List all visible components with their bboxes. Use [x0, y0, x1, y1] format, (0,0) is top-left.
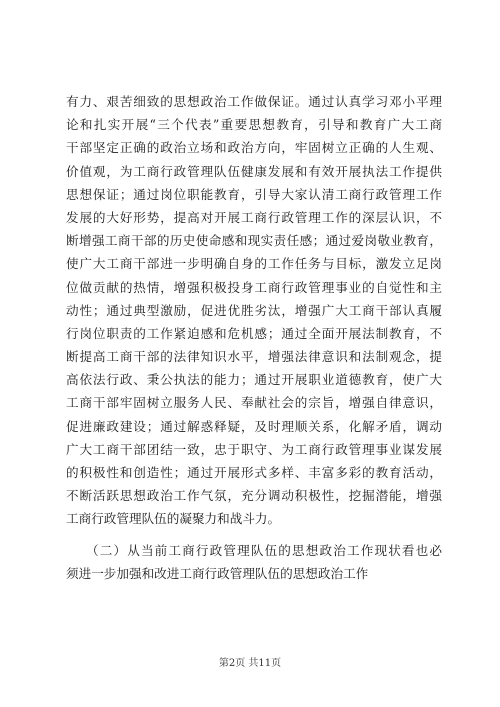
page-number-footer: 第2页 共11页: [218, 658, 282, 669]
text-line: 行岗位职责的工作紧迫感和危机感；通过全面开展法制教育，不: [66, 325, 442, 341]
text-line: 工商干部牢固树立服务人民、奉献社会的宗旨，增强自律意识，: [66, 395, 442, 411]
text-line: 高依法行政、秉公执法的能力；通过开展职业道德教育，使广大: [66, 372, 442, 388]
text-line: 位做贡献的热情，增强积极投身工商行政管理事业的自觉性和主: [66, 279, 442, 295]
text-line: （二）从当前工商行政管理队伍的思想政治工作现状看也必: [86, 542, 442, 558]
text-line: 有力、艰苦细致的思想政治工作做保证。通过认真学习邓小平理: [66, 94, 442, 109]
text-line: 不断活跃思想政治工作气氛，充分调动积极性，挖掘潜能，增强: [66, 488, 442, 504]
text-line: 工商行政管理队伍的凝聚力和战斗力。: [66, 511, 281, 527]
paragraph-1: [66, 90, 442, 531]
text-line: 的积极性和创造性；通过开展形式多样、丰富多彩的教育活动，: [66, 465, 442, 480]
text-line: 断增强工商干部的历史使命感和现实责任感；通过爱岗敬业教育，: [66, 233, 442, 249]
document-body: [66, 90, 442, 585]
text-line: 使广大工商干部进一步明确自身的工作任务与目标，激发立足岗: [66, 256, 442, 272]
text-line: 价值观，为工商行政管理队伍健康发展和有效开展执法工作提供: [66, 163, 442, 179]
text-line: 须进一步加强和改进工商行政管理队伍的思想政治工作: [66, 565, 369, 581]
text-line: 思想保证；通过岗位职能教育，引导大家认清工商行政管理工作: [66, 186, 442, 202]
text-line: 动性；通过典型激励，促进优胜劣汰，增强广大工商干部认真履: [66, 302, 442, 318]
text-line: 发展的大好形势，提高对开展工商行政管理工作的深层认识，不: [66, 209, 442, 225]
text-line: 论和扎实开展“三个代表”重要思想教育，引导和教育广大工商: [66, 117, 442, 133]
text-line: 广大工商干部团结一致，忠于职守、为工商行政管理事业谋发展: [66, 441, 442, 457]
text-line: 促进廉政建设；通过解惑释疑，及时理顺关系，化解矛盾，调动: [66, 418, 442, 434]
text-line: 干部坚定正确的政治立场和政治方向，牢固树立正确的人生观、: [66, 140, 442, 156]
paragraph-2: [66, 539, 442, 585]
paragraph-spacer: [66, 531, 442, 539]
text-line: 断提高工商干部的法律知识水平，增强法律意识和法制观念，提: [66, 349, 442, 365]
